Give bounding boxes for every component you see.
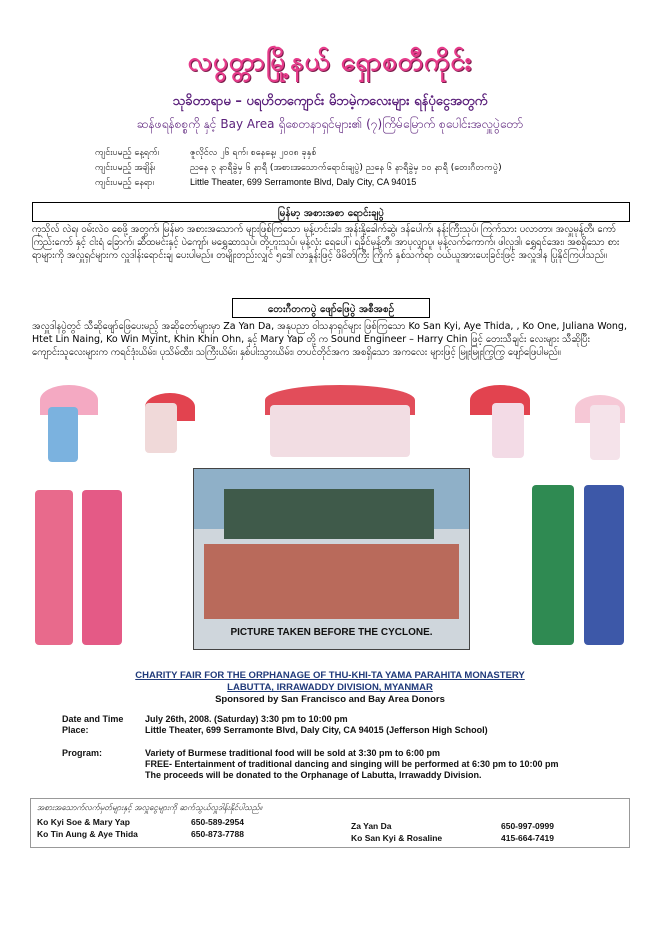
music-paragraph: အလှူဒါနပွဲတွင် သီဆိုဖျော်ဖြေပေးမည့် အဆိုတော်များမှာ Za Yan Da, အနုပညာ ဝါသနာရှင်များ ဖြစ်ကြသော Ko San Kyi, Aye Thida, , Ko One, Juliana Wong, Htet Lin Naing, Ko Win Myint, Khin Khin Ohn, နှင့် Mary Yap တို့ က Sound Engineer – Harry Chin ဖြင့် တေးသီချင်း လေးများ သီဆိုပြီး ကျောင်းသူလေးများက ကရင်ဒုံးယိမ်း၊ ပုသိမ်ထီး၊ သကြီးယိမ်း၊ နှစ်ပါးသွားယိမ်း၊ တပင်တိုင်အက အစရှိသော အကလေး များဖြင့် မြူးမြူးကြွကြွ ဖျော်ဖြေပါမည်။: [32, 321, 627, 358]
contact-name: Za Yan Da: [351, 821, 392, 831]
subtitle-burmese: သုခိတာရာမ – ပရဟိတကျောင်း မိဘမဲ့ကလေးများ ရန်ပုံငွေအတွက်: [172, 94, 488, 109]
contact-phone: 415-664-7419: [501, 833, 554, 843]
place-value: Little Theater, 699 Serramonte Blvd, Daly City, CA 94015 (Jefferson High School): [145, 725, 488, 735]
dancer-image: [48, 407, 78, 462]
music-heading-box: [232, 298, 430, 318]
dancer-group-image: [270, 405, 410, 457]
place-label: Place:: [62, 725, 89, 735]
dancer-pink-image: [35, 490, 73, 645]
contact-phone: 650-997-0999: [501, 821, 554, 831]
group-photo: [193, 468, 470, 650]
info-row-time: [95, 162, 502, 175]
program-label: Program:: [62, 748, 103, 758]
info-row-place: [95, 177, 416, 190]
charity-title-line1: CHARITY FAIR FOR THE ORPHANAGE OF THU-KHI-TA YAMA PARAHITA MONASTERY: [135, 670, 525, 681]
dancer-green-image: [532, 485, 574, 645]
program-line-1: Variety of Burmese traditional food will be sold at 3:30 pm to 6:00 pm: [145, 748, 441, 758]
info-value: ညနေ ၃ နာရီခွဲမှ ၆ နာရီ (အစားအသောက်ရောင်းချပွဲ) ညနေ ၆ နာရီခွဲမှ ၁၀ နာရီ (တေးဂီတကပွဲ): [190, 163, 502, 173]
contact-name: Ko San Kyi & Rosaline: [351, 833, 443, 843]
contact-name: Ko Tin Aung & Aye Thida: [37, 829, 138, 839]
food-paragraph: ကုသိုလ် လဲရ၊ ဝမ်းလဲဝ စေဖို့ အတွက်၊ မြန်မာ အစားအသောက် များဖြစ်ကြသော မုန့်ဟင်းခါး၊ အုန်းနို့ခေါက်ဆွဲ၊ ဒန်ပေါက်၊ နန်းကြီးသုပ်၊ ကြက်သား ပလာတာ၊ အလှူမုန့်တီ၊ ကော်ကြည်းကော် နှင့် ငါးရံ ခြောက်၊ ဆီထမင်းနှင့် ပဲကျော်၊ မရွှေဆာသုပ်၊ တို့ဟူးသုပ်၊ မုန့်လုံး ရေပေါ်၊ ရခိုင်မုန့်တီ၊ အာပုလျှာပူ၊ မုန့်လက်ကောက်၊ ဖါလူဒါ၊ ရွှေရင်အေး၊ အစရှိသော စားရာများကို အလှူရှင်များက လှူဒါန်းရောင်းချ ပေးပါမည်။ တမျိုးတည်းလျှင် ၅ဒေါ်လာနှုန်းဖြင့် ဖိမိတ်ကြီး ကြိုက် နှစ်သက်ရာ ဝယ်ယူအားပေးခြင်းဖြင့် အလှူဒါန ပြုနိုင်ကြပါသည်။: [32, 224, 620, 261]
dancer-blue-image: [584, 485, 624, 645]
charity-sponsors: Sponsored by San Francisco and Bay Area Donors: [215, 694, 445, 705]
dancer-image: [145, 403, 177, 453]
program-line-2: FREE- Entertainment of traditional dancing and singing will be performed at 6:30 pm to 10:00 pm: [145, 759, 559, 769]
date-value: July 26th, 2008. (Saturday) 3:30 pm to 10:00 pm: [145, 714, 348, 724]
info-value: ဇူလိုင်လ ၂၆ ရက်၊ စနေနေ့၊ ၂၀၀၈ ခုနှစ်: [190, 148, 317, 158]
info-row-date: [95, 147, 316, 160]
date-label: Date and Time: [62, 714, 124, 724]
contacts-heading: အစားအသောက်လက်မှတ်များနှင့် အလှူငွေများကို ဆက်သွယ်လှူဒါန်းနိုင်ပါသည်။: [37, 803, 263, 812]
dancer-image: [590, 405, 620, 460]
photo-building: [224, 489, 434, 539]
photo-crowd: [204, 544, 459, 619]
info-value: Little Theater, 699 Serramonte Blvd, Daly City, CA 94015: [190, 177, 417, 187]
dancers-row: [40, 385, 630, 465]
dancer-image: [492, 403, 524, 458]
food-heading: မြန်မာ့ အစားအစာ ရောင်းချပွဲ: [277, 208, 384, 219]
contact-name: Ko Kyi Soe & Mary Yap: [37, 817, 130, 827]
info-label: ကျင်းပမည့် နေရာ၊: [95, 178, 155, 188]
contacts-box: [30, 798, 630, 848]
photo-caption: PICTURE TAKEN BEFORE THE CYCLONE.: [230, 627, 433, 638]
info-label: ကျင်းပမည့် အချိန်၊: [95, 163, 156, 173]
contact-phone: 650-873-7788: [191, 829, 244, 839]
music-heading: တေးဂီတကပွဲ ဖျော်ဖြေပွဲ အစီအစဉ်: [267, 304, 395, 315]
program-line-3: The proceeds will be donated to the Orphanage of Labutta, Irrawaddy Division.: [145, 770, 482, 780]
dancer-pink-image: [82, 490, 122, 645]
food-heading-box: [32, 202, 630, 222]
poster-title-burmese: လပွတ္တာမြို့နယ် ရှောစတီကိုင်း: [187, 47, 473, 77]
subtitle2-burmese: ဆန်ဖရန်စစ္စကို နှင့် Bay Area ရှိစေတနာရှင်များ၏ (၇)ကြိမ်မြောက် စုပေါင်းအလှူပွဲတော်: [136, 117, 524, 131]
info-label: ကျင်းပမည့် နေ့ရက်၊: [95, 148, 160, 158]
charity-title-line2: LABUTTA, IRRAWADDY DIVISION, MYANMAR: [227, 682, 433, 693]
contact-phone: 650-589-2954: [191, 817, 244, 827]
